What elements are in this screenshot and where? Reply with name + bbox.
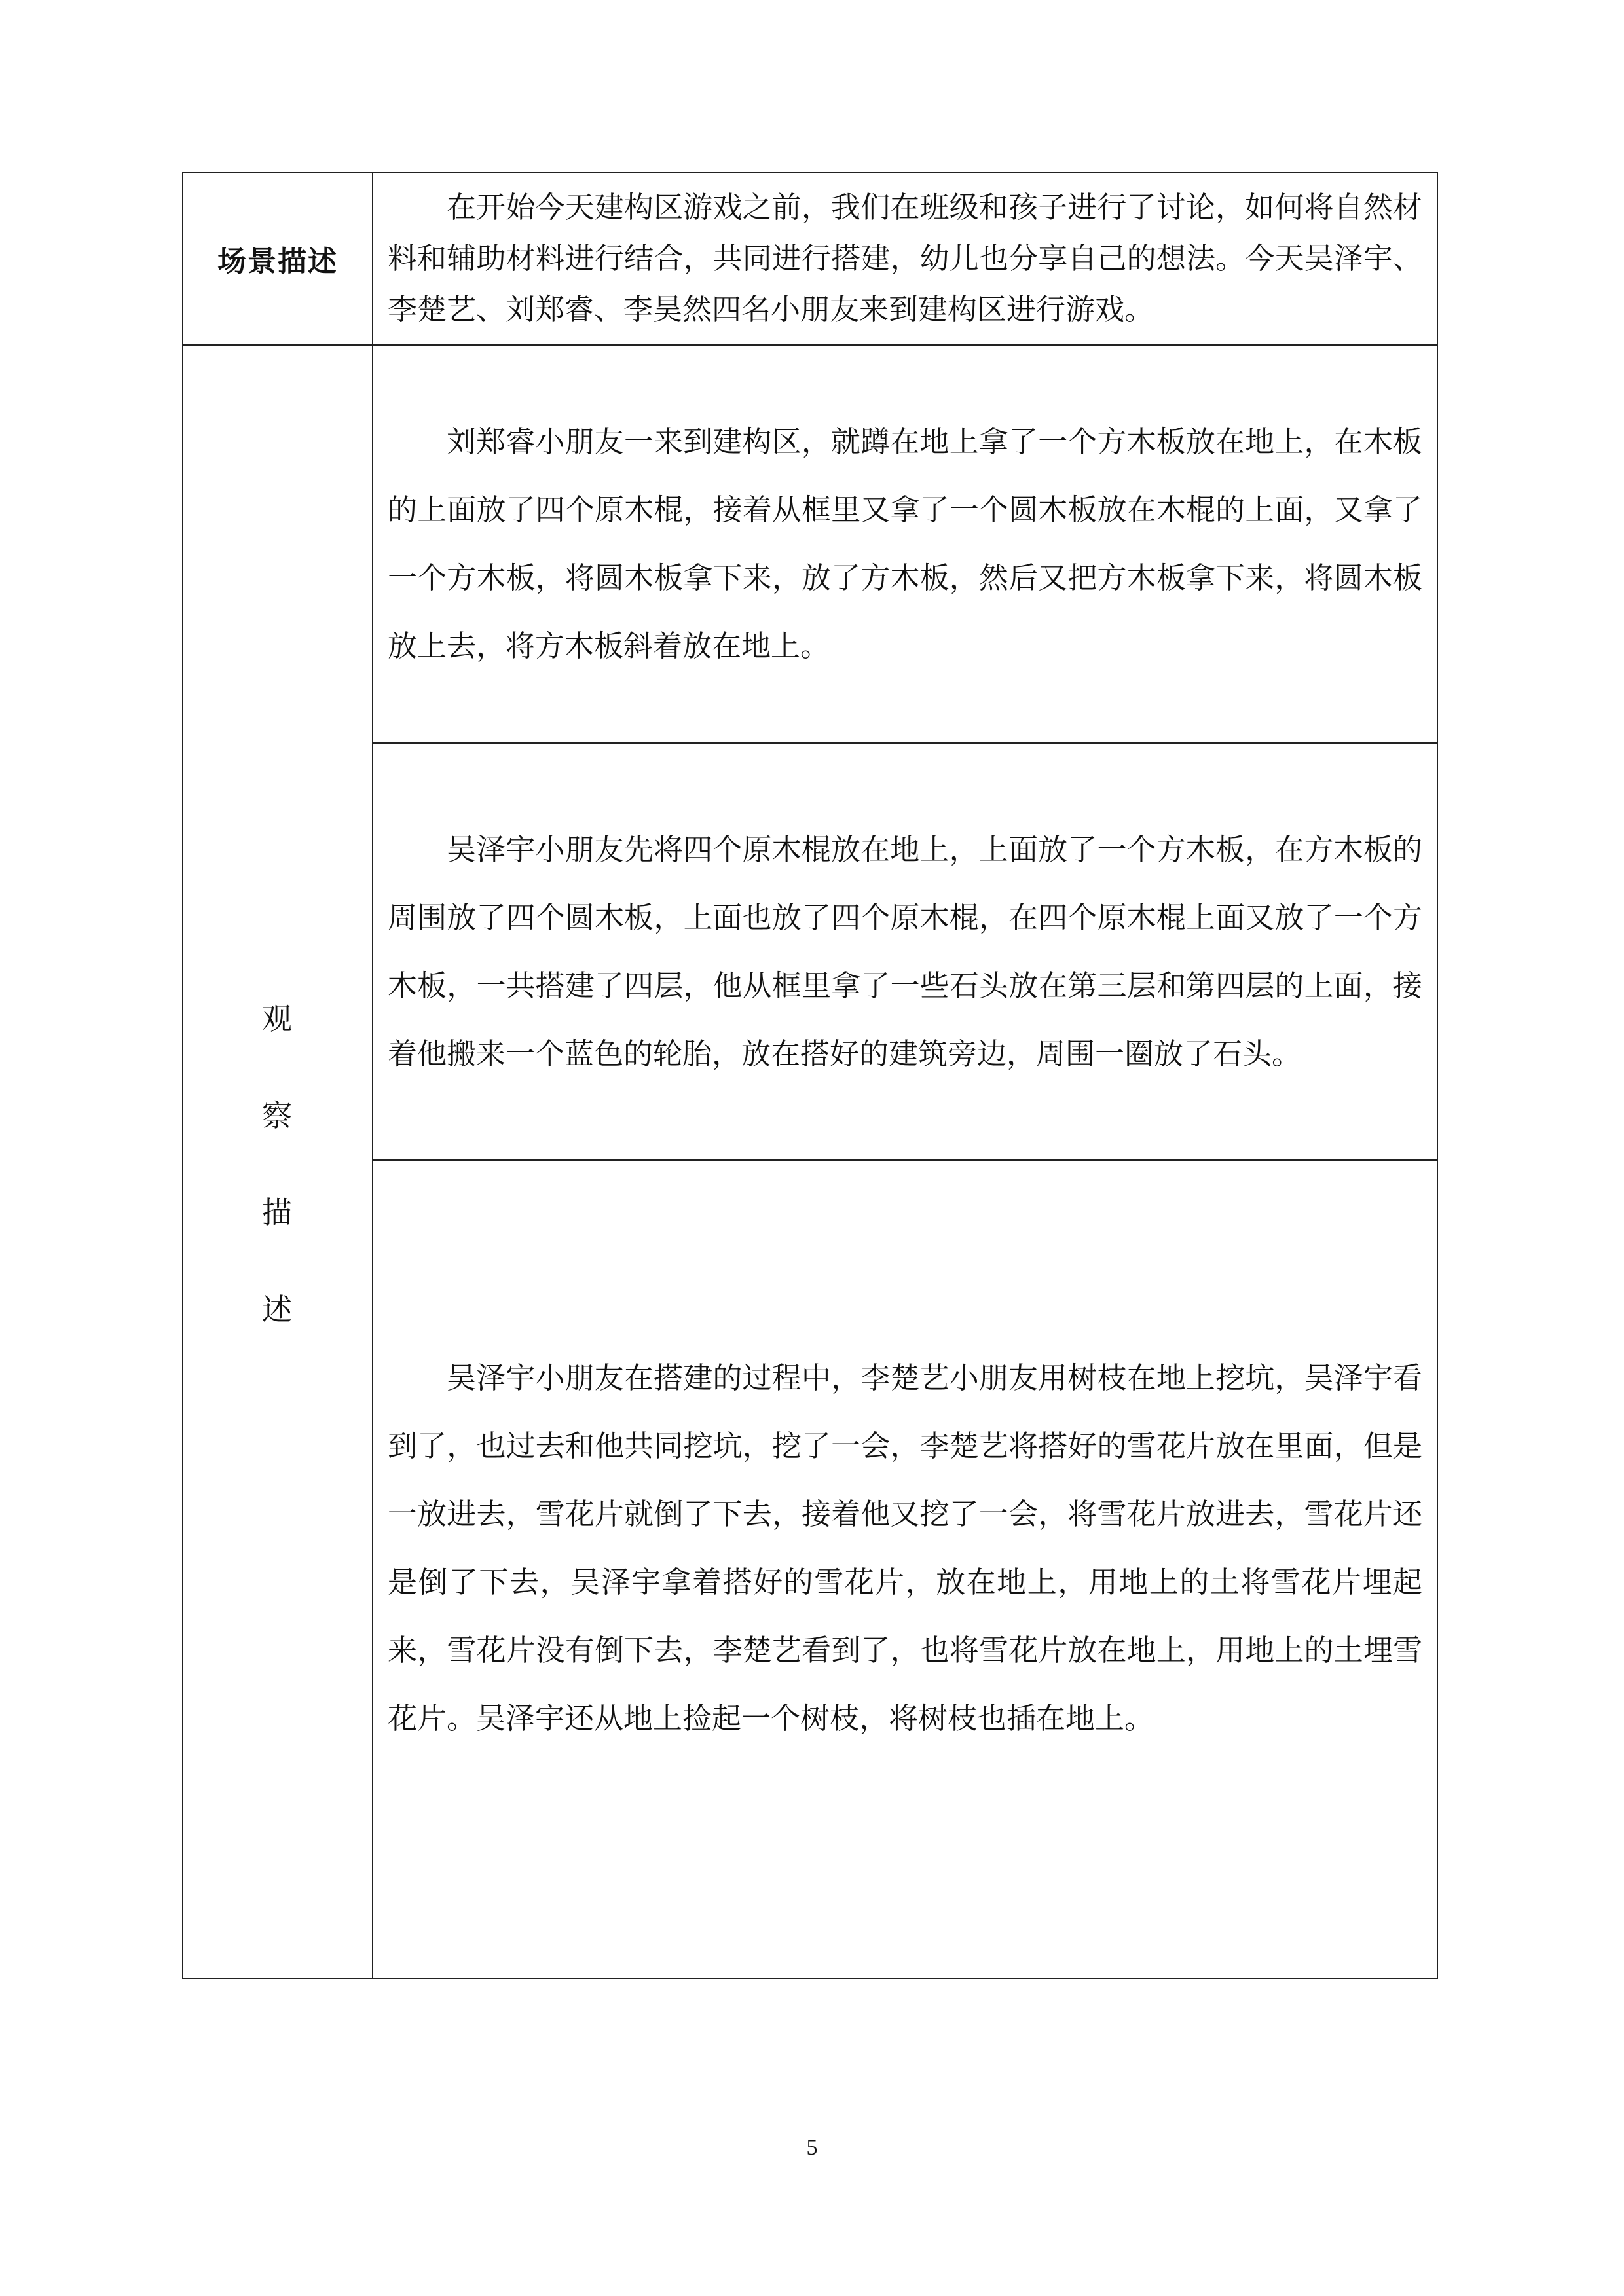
observation-content-cell-2 <box>373 743 1437 1160</box>
observation-label-char: 察 <box>262 1097 293 1133</box>
observation-row-1 <box>183 345 1437 743</box>
observation-label-char: 观 <box>262 1000 293 1036</box>
observation-content-cell-1 <box>373 345 1437 743</box>
observation-label-char: 描 <box>262 1194 293 1230</box>
scene-label: 场景描述 <box>217 245 338 278</box>
observation-paragraph-1: 刘郑睿小朋友一来到建构区，就蹲在地上拿了一个方木板放在地上，在木板的上面放了四个原木棍，接着从框里又拿了一个圆木板放在木棍的上面，又拿了一个方木板，将圆木板拿下来，放了方木板，然后又把方木板拿下来，将圆木板放上去，将方木板斜着放在地上。 <box>388 424 1422 663</box>
observation-paragraph-3: 吴泽宇小朋友在搭建的过程中，李楚艺小朋友用树枝在地上挖坑，吴泽宇看到了，也过去和他共同挖坑，挖了一会，李楚艺将搭好的雪花片放在里面，但是一放进去，雪花片就倒了下去，接着他又挖了一会，将雪花片放进去，雪花片还是倒了下去，吴泽宇拿着搭好的雪花片，放在地上，用地上的土将雪花片埋起来，雪花片没有倒下去，李楚艺看到了，也将雪花片放在地上，用地上的土埋雪花片。吴泽宇还从地上捡起一个树枝，将树枝也插在地上。 <box>388 1360 1422 1736</box>
observation-content-cell-3 <box>373 1160 1437 1978</box>
observation-record-table <box>182 172 1438 1979</box>
scene-label-cell <box>183 172 373 345</box>
scene-row <box>183 172 1437 345</box>
observation-paragraph-2: 吴泽宇小朋友先将四个原木棍放在地上，上面放了一个方木板，在方木板的周围放了四个圆木板，上面也放了四个原木棍，在四个原木棍上面又放了一个方木板，一共搭建了四层，他从框里拿了一些石头放在第三层和第四层的上面，接着他搬来一个蓝色的轮胎，放在搭好的建筑旁边，周围一圈放了石头。 <box>388 831 1422 1071</box>
page-number: 5 <box>806 2136 818 2160</box>
observation-label-cell <box>183 345 373 1978</box>
scene-content-cell <box>373 172 1437 345</box>
observation-label-char: 述 <box>262 1291 293 1327</box>
scene-description: 在开始今天建构区游戏之前，我们在班级和孩子进行了讨论，如何将自然材料和辅助材料进行结合，共同进行搭建，幼儿也分享自己的想法。今天吴泽宇、李楚艺、刘郑睿、李昊然四名小朋友来到建构区进行游戏。 <box>388 190 1422 327</box>
observation-label <box>183 995 372 1329</box>
